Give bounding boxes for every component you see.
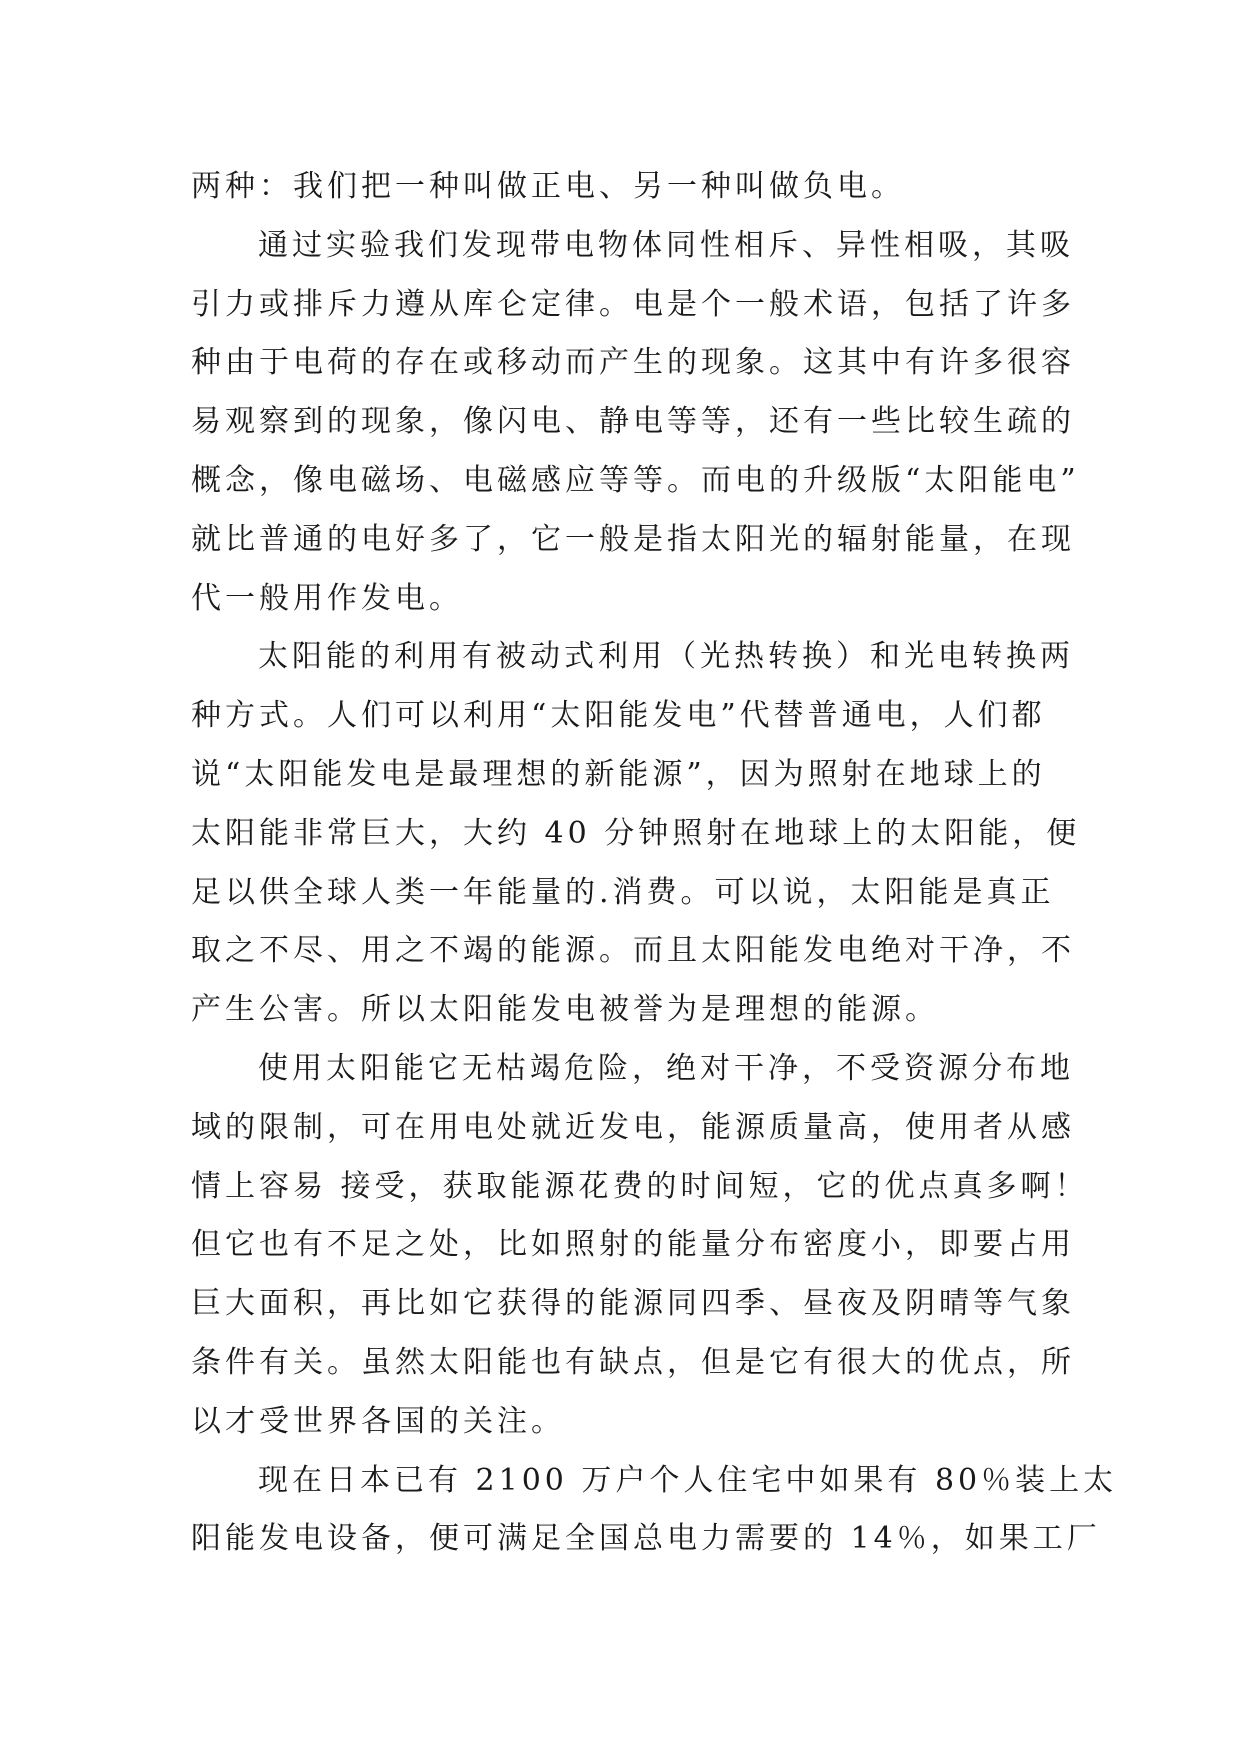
- text-line: 种由于电荷的存在或移动而产生的现象。这其中有许多很容: [191, 345, 1075, 381]
- paragraph-first-line: 通过实验我们发现带电物体同性相斥、异性相吸，其吸: [258, 227, 1074, 263]
- text-line: 概念，像电磁场、电磁感应等等。而电的升级版“太阳能电”: [191, 462, 1080, 498]
- text-line: 产生公害。所以太阳能发电被誉为是理想的能源。: [191, 992, 939, 1028]
- text-line: 域的限制，可在用电处就近发电，能源质量高，使用者从感: [191, 1109, 1075, 1145]
- body-text: [191, 158, 1118, 1569]
- paragraph-first-line: 使用太阳能它无枯竭危险，绝对干净，不受资源分布地: [258, 1050, 1074, 1086]
- text-line: 就比普通的电好多了，它一般是指太阳光的辐射能量，在现: [191, 521, 1075, 557]
- text-line: 引力或排斥力遵从库仑定律。电是个一般术语，包括了许多: [191, 286, 1075, 322]
- text-line: 情上容易 接受，获取能源花费的时间短，它的优点真多啊！: [191, 1168, 1089, 1204]
- text-line: 阳能发电设备，便可满足全国总电力需要的 14％，如果工厂: [191, 1521, 1101, 1557]
- paragraph-first-line: 太阳能的利用有被动式利用（光热转换）和光电转换两: [258, 639, 1074, 675]
- text-line: 易观察到的现象，像闪电、静电等等，还有一些比较生疏的: [191, 404, 1075, 440]
- text-line: 太阳能非常巨大，大约 40 分钟照射在地球上的太阳能，便: [191, 815, 1081, 851]
- text-line: 两种：我们把一种叫做正电、另一种叫做负电。: [191, 169, 905, 204]
- text-line: 巨大面积，再比如它获得的能源同四季、昼夜及阴晴等气象: [191, 1286, 1075, 1322]
- text-line: 足以供全球人类一年能量的.消费。可以说，太阳能是真正: [191, 874, 1055, 910]
- text-line: 代一般用作发电。: [191, 580, 463, 616]
- text-line: 条件有关。虽然太阳能也有缺点，但是它有很大的优点，所: [191, 1344, 1075, 1380]
- paragraph-first-line: 现在日本已有 2100 万户个人住宅中如果有 80％装上太: [258, 1462, 1118, 1498]
- text-line: 种方式。人们可以利用“太阳能发电”代替普通电，人们都: [191, 698, 1046, 734]
- text-line: 以才受世界各国的关注。: [191, 1403, 565, 1439]
- text-line: 说“太阳能发电是最理想的新能源”，因为照射在地球上的: [191, 756, 1046, 792]
- text-line: 取之不尽、用之不竭的能源。而且太阳能发电绝对干净，不: [191, 933, 1075, 969]
- text-line: 但它也有不足之处，比如照射的能量分布密度小，即要占用: [191, 1227, 1075, 1263]
